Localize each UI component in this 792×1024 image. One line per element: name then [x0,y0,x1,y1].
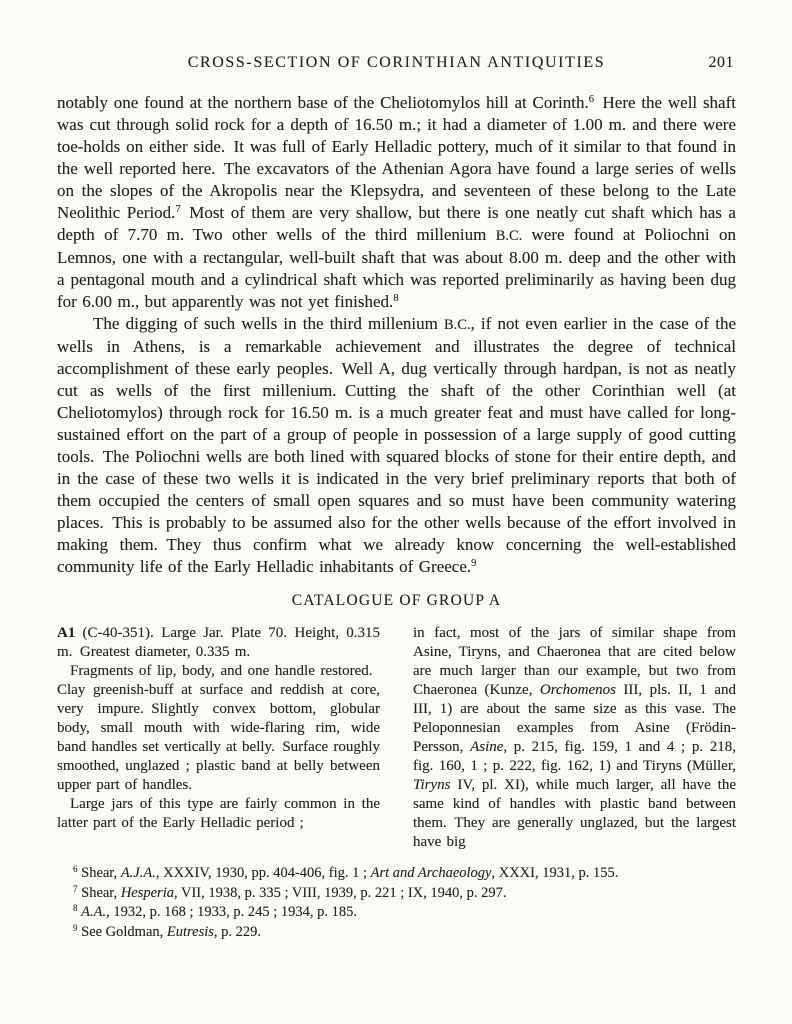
text-segment: Most of them are very shallow, but there is one neatly cut shaft which has a depth of 7.70 m. Two other wells of the third millenium [57,203,736,244]
footnote-marker: 6 [588,94,594,106]
text-segment: Asine [470,739,504,755]
footnote-marker: 7 [175,204,181,216]
text-segment: (C-40-351). Large Jar. Plate 70. Height, 0.315 m. Greatest diameter, 0.335 m. [57,625,380,660]
running-head [57,54,736,72]
text-segment: A.J.A. [120,865,156,881]
text-segment: A.A. [81,904,107,920]
page-title: CROSS-SECTION OF CORINTHIAN ANTIQUITIES [187,54,606,71]
footnote-marker: 9 [73,922,78,933]
catalogue-paragraph [57,662,380,795]
section-heading: CATALOGUE OF GROUP A [291,592,502,609]
footnote-marker: 8 [73,903,78,914]
text-segment: in fact, most of the jars of similar shape from Asine, Tiryns, and Chaeronea that are cited below are much larger than our example, but two from Chaeronea (Kunze, [413,625,736,698]
main-text-block [57,92,736,578]
text-segment: IV, pl. XI), while much larger, all have the same kind of handles with plastic band between them. They are generally unglazed, but the largest have big [413,777,736,850]
text-segment: , XXXI, 1931, p. 155. [491,865,619,881]
page-content [57,54,736,942]
text-segment: Shear, [77,865,121,881]
catalogue-entry-title [57,624,380,662]
text-segment: , p. 215, fig. 159, 1 and 4 ; p. 218, fig. 160, 1 ; p. 222, fig. 162, 1) and Tiryns (Müller, [413,739,736,774]
text-segment: Tiryns [413,777,451,793]
footnote [73,923,736,943]
text-segment: III, pls. II, 1 and III, 1) are about the same size as this vase. The Peloponnesian examples from Asine (Frödin-Persson, [413,682,736,755]
footnote-marker: 6 [73,864,78,875]
text-segment: Fragments of lip, body, and one handle restored. Clay greenish-buff at surface and reddish at core, very impure. Slightly convex bottom, globular body, small mouth with wide-flaring rim, wide band handles set vertically at belly. Surface roughly smoothed, unglazed ; plastic band at belly between upper part of handles. [57,663,380,793]
text-segment: Large jars of this type are fairly common in the latter part of the Early Helladic period ; [57,796,380,831]
text-segment: , 1932, p. 168 ; 1933, p. 245 ; 1934, p. 185. [106,904,358,920]
footnote-marker: 8 [393,293,399,305]
footnote [73,864,736,884]
footnote [73,884,736,904]
catalogue-left-column [57,624,380,852]
text-segment: The digging of such wells in the third millenium [93,314,445,333]
text-segment: B.C. [444,317,471,333]
footnotes-block [57,864,736,942]
text-segment: Here the well shaft was cut through solid rock for a depth of 16.50 m.; it had a diameter of 1.00 m. and there were toe-holds on either side. It was full of Early Helladic pottery, much of it similar to that found in the well reported here. The excavators of the Athenian Agora have found a large series of wells on the slopes of the Akropolis near the Klepsydra, and seventeen of these belong to the Late Neolithic Period. [57,93,736,222]
catalogue-paragraph [413,624,736,852]
catalogue-columns [57,624,736,852]
text-segment: , p. 229. [213,923,262,940]
text-segment: A1 [57,625,76,641]
body-paragraph [57,92,736,313]
text-segment: Hesperia [120,884,174,901]
body-paragraph [57,313,736,578]
catalogue-paragraph [57,795,380,833]
text-segment: See Goldman, [77,923,167,940]
text-segment: Shear, [77,884,121,901]
footnote-marker: 7 [73,883,78,894]
text-segment: notably one found at the northern base of the Cheliotomylos hill at Corinth. [57,93,589,112]
text-segment: , VII, 1938, p. 335 ; VIII, 1939, p. 221 ; IX, 1940, p. 297. [173,884,507,901]
footnote [73,903,736,923]
text-segment: , if not even earlier in the case of the wells in Athens, is a remarkable achievement and illustrates the degree of technical accomplishment of these early peoples. Well A, dug vertically through hardpan, is not as neatly cut as wells of the first millenium. Cutting the shaft of the other Corinthian well (at Cheliotomylos) through rock for 16.50 m. is a much greater feat and must have called for long-sustained effort on the part of a group of people in possession of a large supply of good cutting tools. The Poliochni wells are both lined with squared blocks of stone for their entire depth, and in the case of these two wells it is indicated in the very brief preliminary reports that both of them occupied the centers of small open squares and so must have been community watering places. This is probably to be assumed also for the other wells because of the effort involved in making them. They thus confirm what we already know concerning the well-established community life of the Early Helladic inhabitants of Greece. [57,314,736,576]
catalogue-right-column [413,624,736,852]
text-segment: Art and Archaeology [370,865,492,881]
text-segment: Eutresis [166,923,214,940]
text-segment: were found at Poliochni on Lemnos, one with a rectangular, well-built shaft that was about 8.00 m. deep and the other with a pentagonal mouth and a cylindrical shaft which was reported preliminarily as having been dug for 6.00 m., but apparently was not yet finished. [57,225,736,311]
text-segment: , XXXIV, 1930, pp. 404-406, fig. 1 ; [155,865,371,881]
page-number: 201 [708,54,734,71]
footnote-marker: 9 [471,558,477,570]
text-segment: Orchomenos [539,682,616,698]
text-segment: B.C. [495,228,523,244]
